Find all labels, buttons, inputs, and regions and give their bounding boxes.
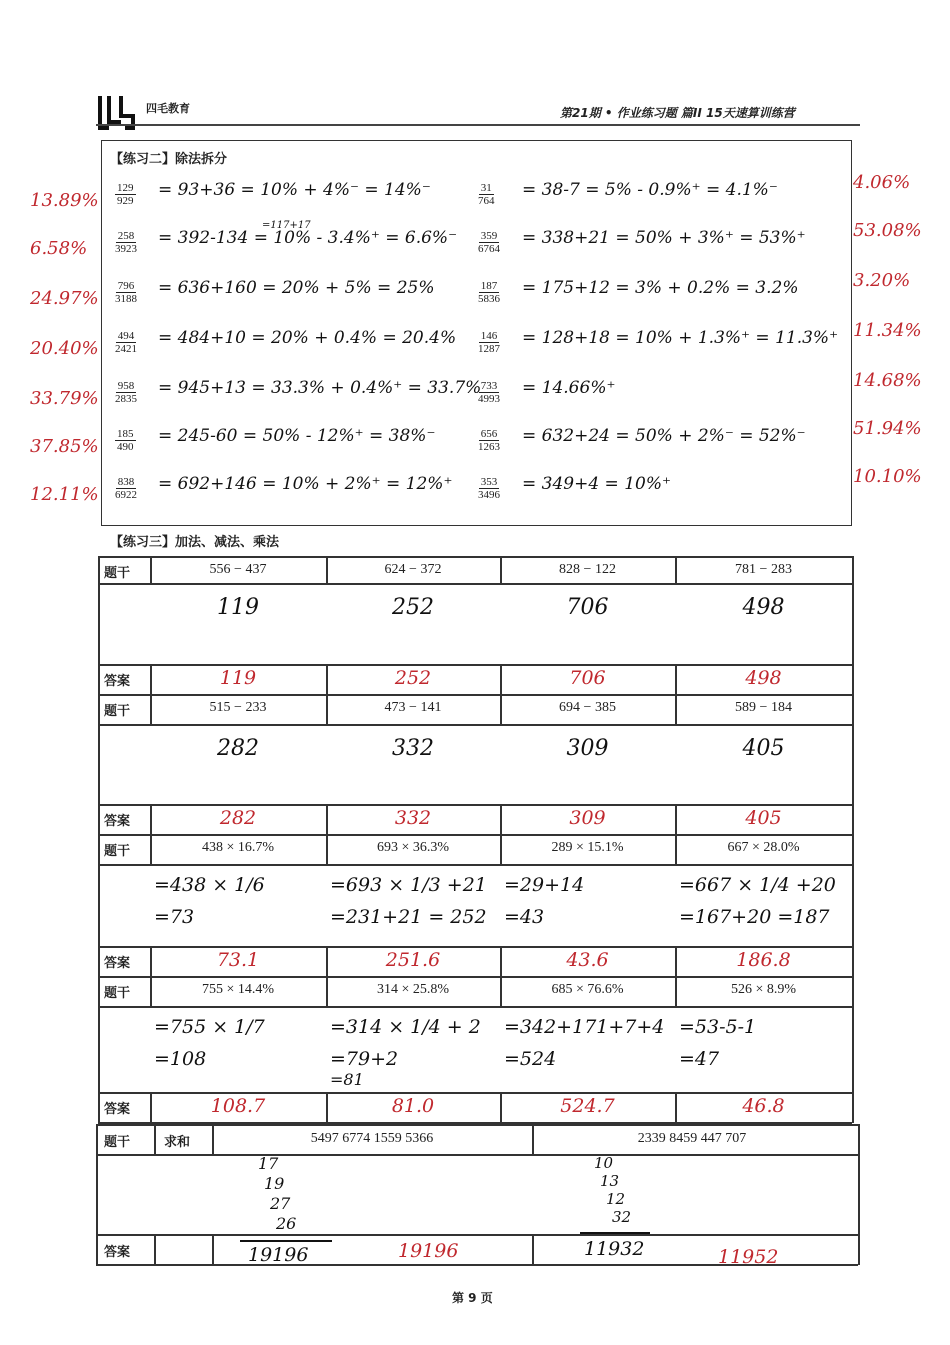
answer-cell: 73.1: [216, 949, 260, 971]
ex2-right-work: = 349+4 = 10%⁺: [522, 474, 671, 494]
work-cell: 119: [217, 595, 259, 620]
fraction-numerator: 185: [117, 428, 134, 440]
ex2-right-work: = 128+18 = 10% + 1.3%⁺ = 11.3%⁺: [522, 328, 839, 348]
fraction-denominator: 2835: [115, 393, 137, 405]
answer-cell: 43.6: [566, 949, 609, 971]
sum-left-work: 27: [270, 1194, 291, 1213]
logo: [97, 92, 137, 132]
answer-label: 答案: [104, 814, 131, 829]
work-line-2: =79+2: [330, 1048, 399, 1070]
fraction-denominator: 6764: [478, 243, 500, 255]
ex2-right-fraction: [478, 280, 500, 305]
grid-line: [852, 834, 854, 977]
stem-cell: 438 × 16.7%: [201, 840, 275, 855]
fraction-numerator: 129: [117, 182, 134, 194]
ex2-left-answer: 13.89%: [30, 190, 99, 211]
ex2-right-work: = 338+21 = 50% + 3%⁺ = 53%⁺: [522, 228, 806, 248]
stem-cell: 473 − 141: [384, 700, 442, 715]
work-line-1: =342+171+7+4: [504, 1016, 665, 1038]
page-number: 第 9 页: [452, 1291, 493, 1305]
work-line-1: =755 × 1/7: [154, 1016, 265, 1038]
stem-cell: 685 × 76.6%: [551, 982, 624, 997]
ex2-left-note: =117+17: [262, 220, 311, 231]
ex2-left-fraction: [115, 428, 136, 453]
grid-line: [98, 724, 852, 726]
fraction-denominator: 5836: [478, 293, 500, 305]
fraction-denominator: 490: [117, 441, 134, 453]
ex2-left-fraction: [115, 182, 136, 207]
ex2-right-work: = 175+12 = 3% + 0.2% = 3.2%: [522, 278, 799, 298]
ex2-left-fraction: [115, 280, 137, 305]
stem-cell: 526 × 8.9%: [730, 982, 797, 997]
ex2-left-answer: 12.11%: [30, 484, 99, 505]
sum-left-answer: 19196: [398, 1240, 459, 1262]
grid-line: [852, 694, 854, 835]
answer-cell: 524.7: [560, 1095, 615, 1117]
stem-cell: 781 − 283: [735, 562, 792, 577]
grid-line: [98, 976, 100, 1122]
ex2-right-answer: 53.08%: [853, 220, 922, 241]
ex2-right-fraction: [478, 428, 500, 453]
answer-cell: 119: [219, 667, 257, 689]
ex2-left-answer: 33.79%: [30, 388, 99, 409]
work-line-1: =693 × 1/3 +21: [330, 874, 487, 896]
fraction-numerator: 31: [480, 182, 492, 194]
work-line-2: =108: [154, 1048, 207, 1070]
work-line-2: =231+21 = 252: [330, 906, 487, 928]
ex3-title: 【练习三】加法、减法、乘法: [110, 535, 280, 550]
stem-cell: 828 − 122: [559, 562, 616, 577]
ex2-right-fraction: [478, 330, 500, 355]
fraction-denominator: 6922: [115, 489, 137, 501]
work-line-2: =524: [504, 1048, 557, 1070]
fraction-numerator: 796: [117, 280, 135, 292]
sum-right-numbers: 2339 8459 447 707: [637, 1131, 747, 1146]
stem-label: 题干: [104, 566, 131, 581]
work-line-1: =29+14: [504, 874, 585, 896]
answer-cell: 108.7: [210, 1095, 266, 1117]
sum-label: 求和: [164, 1135, 191, 1150]
answer-label: 答案: [104, 1102, 131, 1117]
stem-cell: 667 × 28.0%: [727, 840, 800, 855]
stem-cell: 314 × 25.8%: [376, 982, 450, 997]
ex2-right-fraction: [478, 380, 500, 405]
work-line-1: =438 × 1/6: [154, 874, 265, 896]
work-cell: 332: [392, 736, 434, 761]
stem-label: 题干: [104, 986, 131, 1001]
answer-cell: 46.8: [742, 1095, 785, 1117]
work-cell: 282: [217, 736, 259, 761]
ex2-left-fraction: [115, 476, 137, 501]
grid-line: [858, 1124, 860, 1265]
work-line-1: =314 × 1/4 + 2: [330, 1016, 481, 1038]
fraction-denominator: 2421: [115, 343, 137, 355]
grid-line: [96, 1234, 858, 1236]
work-line-2: =47: [679, 1048, 720, 1070]
answer-cell: 332: [394, 807, 432, 829]
ex2-left-fraction: [115, 380, 137, 405]
grid-line: [98, 583, 852, 585]
stem-label: 题干: [104, 1135, 131, 1150]
grid-line: [154, 1234, 156, 1264]
answer-cell: 252: [394, 667, 432, 689]
ex2-right-fraction: [478, 182, 495, 207]
grid-line: [212, 1234, 214, 1264]
ex2-right-answer: 51.94%: [853, 418, 922, 439]
ex2-left-answer: 24.97%: [30, 288, 99, 309]
stem-cell: 589 − 184: [735, 700, 792, 715]
sum-left-numbers: 5497 6774 1559 5366: [310, 1131, 434, 1146]
fraction-numerator: 187: [480, 280, 498, 292]
work-cell: 309: [566, 736, 609, 761]
work-cell: 498: [742, 595, 785, 620]
sum-right-work: 10: [594, 1154, 614, 1172]
sum-right-work: 13: [600, 1172, 620, 1190]
work-cell: 405: [742, 736, 785, 761]
answer-cell: 309: [569, 807, 606, 829]
ex2-right-answer: 10.10%: [853, 466, 922, 487]
ex2-left-work: = 484+10 = 20% + 0.4% = 20.4%: [158, 328, 457, 348]
answer-cell: 186.8: [736, 949, 791, 971]
answer-label: 答案: [104, 956, 131, 971]
fraction-denominator: 929: [117, 195, 134, 207]
fraction-numerator: 146: [480, 330, 498, 342]
fraction-numerator: 258: [117, 230, 135, 242]
answer-cell: 498: [745, 667, 782, 689]
ex2-right-answer: 14.68%: [853, 370, 922, 391]
stem-cell: 755 × 14.4%: [201, 982, 275, 997]
fraction-denominator: 3923: [115, 243, 137, 255]
stem-cell: 694 − 385: [559, 700, 616, 715]
sum-left-work: 17: [258, 1154, 279, 1173]
grid-line: [98, 694, 852, 696]
answer-label: 答案: [104, 1245, 131, 1260]
ex2-right-work: = 14.66%⁺: [522, 378, 616, 398]
ex2-left-fraction: [115, 230, 137, 255]
ex2-title: 【练习二】除法拆分: [110, 152, 228, 167]
sum-right-rule: [580, 1232, 650, 1234]
grid-line: [98, 1092, 852, 1094]
ex2-right-fraction: [478, 476, 500, 501]
ex2-left-work: = 945+13 = 33.3% + 0.4%⁺ = 33.7%: [158, 378, 482, 398]
work-line-3: =81: [330, 1070, 364, 1089]
header-title: 第21期 • 作业练习题 篇II 15天速算训练营: [560, 106, 795, 120]
sum-left-total: 19196: [248, 1244, 309, 1266]
grid-line: [96, 1154, 858, 1156]
fraction-numerator: 838: [117, 476, 135, 488]
ex2-right-answer: 4.06%: [853, 172, 911, 193]
sum-right-answer: 11952: [718, 1246, 779, 1268]
answer-label: 答案: [104, 674, 131, 689]
ex2-right-fraction: [478, 230, 500, 255]
fraction-numerator: 353: [480, 476, 498, 488]
grid-line: [98, 664, 852, 666]
fraction-denominator: 3188: [115, 293, 137, 305]
work-line-1: =53-5-1: [679, 1016, 757, 1038]
fraction-numerator: 494: [117, 330, 135, 342]
stem-cell: 515 − 233: [209, 700, 267, 715]
fraction-numerator: 958: [117, 380, 135, 392]
answer-cell: 81.0: [391, 1095, 435, 1117]
work-cell: 252: [392, 595, 434, 620]
grid-line: [98, 804, 852, 806]
work-line-2: =167+20 =187: [679, 906, 830, 928]
ex2-right-answer: 11.34%: [853, 320, 922, 341]
grid-line: [98, 834, 100, 976]
ex2-left-answer: 37.85%: [30, 436, 99, 457]
stem-label: 题干: [104, 844, 131, 859]
sum-left-work: 26: [276, 1214, 297, 1233]
fraction-denominator: 764: [478, 195, 495, 207]
stem-cell: 624 − 372: [384, 562, 442, 577]
ex2-left-fraction: [115, 330, 137, 355]
ex2-right-work: = 38-7 = 5% - 0.9%⁺ = 4.1%⁻: [522, 180, 778, 200]
grid-line: [852, 556, 854, 695]
ex2-left-work: = 245-60 = 50% - 12%⁺ = 38%⁻: [158, 426, 436, 446]
stem-label: 题干: [104, 704, 131, 719]
fraction-numerator: 733: [480, 380, 498, 392]
ex2-left-answer: 6.58%: [30, 238, 88, 259]
grid-line: [852, 976, 854, 1123]
grid-line: [98, 556, 100, 694]
header-rule: [96, 124, 860, 126]
grid-line: [532, 1234, 534, 1264]
logo-icon: [97, 92, 137, 132]
grid-line: [98, 946, 852, 948]
fraction-numerator: 359: [480, 230, 498, 242]
work-line-2: =43: [504, 906, 545, 928]
ex2-right-answer: 3.20%: [853, 270, 911, 291]
ex2-left-work: = 692+146 = 10% + 2%⁺ = 12%⁺: [158, 474, 453, 494]
work-line-1: =667 × 1/4 +20: [679, 874, 836, 896]
ex2-left-work: = 93+36 = 10% + 4%⁻ = 14%⁻: [158, 180, 431, 200]
grid-line: [98, 694, 100, 834]
ex2-left-work: = 392-134 = 10% - 3.4%⁺ = 6.6%⁻: [158, 228, 458, 248]
sum-right-total: 11932: [584, 1238, 645, 1260]
grid-line: [98, 834, 852, 836]
answer-cell: 282: [219, 807, 257, 829]
sum-left-work: 19: [264, 1174, 285, 1193]
grid-line: [98, 556, 852, 558]
grid-line: [154, 1124, 156, 1154]
sum-right-work: 32: [612, 1208, 632, 1226]
fraction-denominator: 3496: [478, 489, 500, 501]
grid-line: [96, 1124, 858, 1126]
stem-cell: 289 × 15.1%: [551, 840, 624, 855]
fraction-numerator: 656: [480, 428, 498, 440]
ex2-left-work: = 636+160 = 20% + 5% = 25%: [158, 278, 435, 298]
grid-line: [98, 976, 852, 978]
sum-left-rule: [240, 1240, 332, 1242]
grid-line: [96, 1124, 98, 1264]
ex2-left-answer: 20.40%: [30, 338, 99, 359]
answer-cell: 405: [745, 807, 782, 829]
work-cell: 706: [566, 595, 609, 620]
fraction-denominator: 1287: [478, 343, 500, 355]
work-line-2: =73: [154, 906, 195, 928]
logo-text: 四毛教育: [146, 102, 190, 115]
sum-right-work: 12: [606, 1190, 626, 1208]
stem-cell: 693 × 36.3%: [376, 840, 450, 855]
answer-cell: 706: [569, 667, 606, 689]
grid-line: [98, 864, 852, 866]
fraction-denominator: 1263: [478, 441, 500, 453]
answer-cell: 251.6: [385, 949, 441, 971]
stem-cell: 556 − 437: [209, 562, 267, 577]
fraction-denominator: 4993: [478, 393, 500, 405]
ex2-right-work: = 632+24 = 50% + 2%⁻ = 52%⁻: [522, 426, 806, 446]
grid-line: [98, 1006, 852, 1008]
